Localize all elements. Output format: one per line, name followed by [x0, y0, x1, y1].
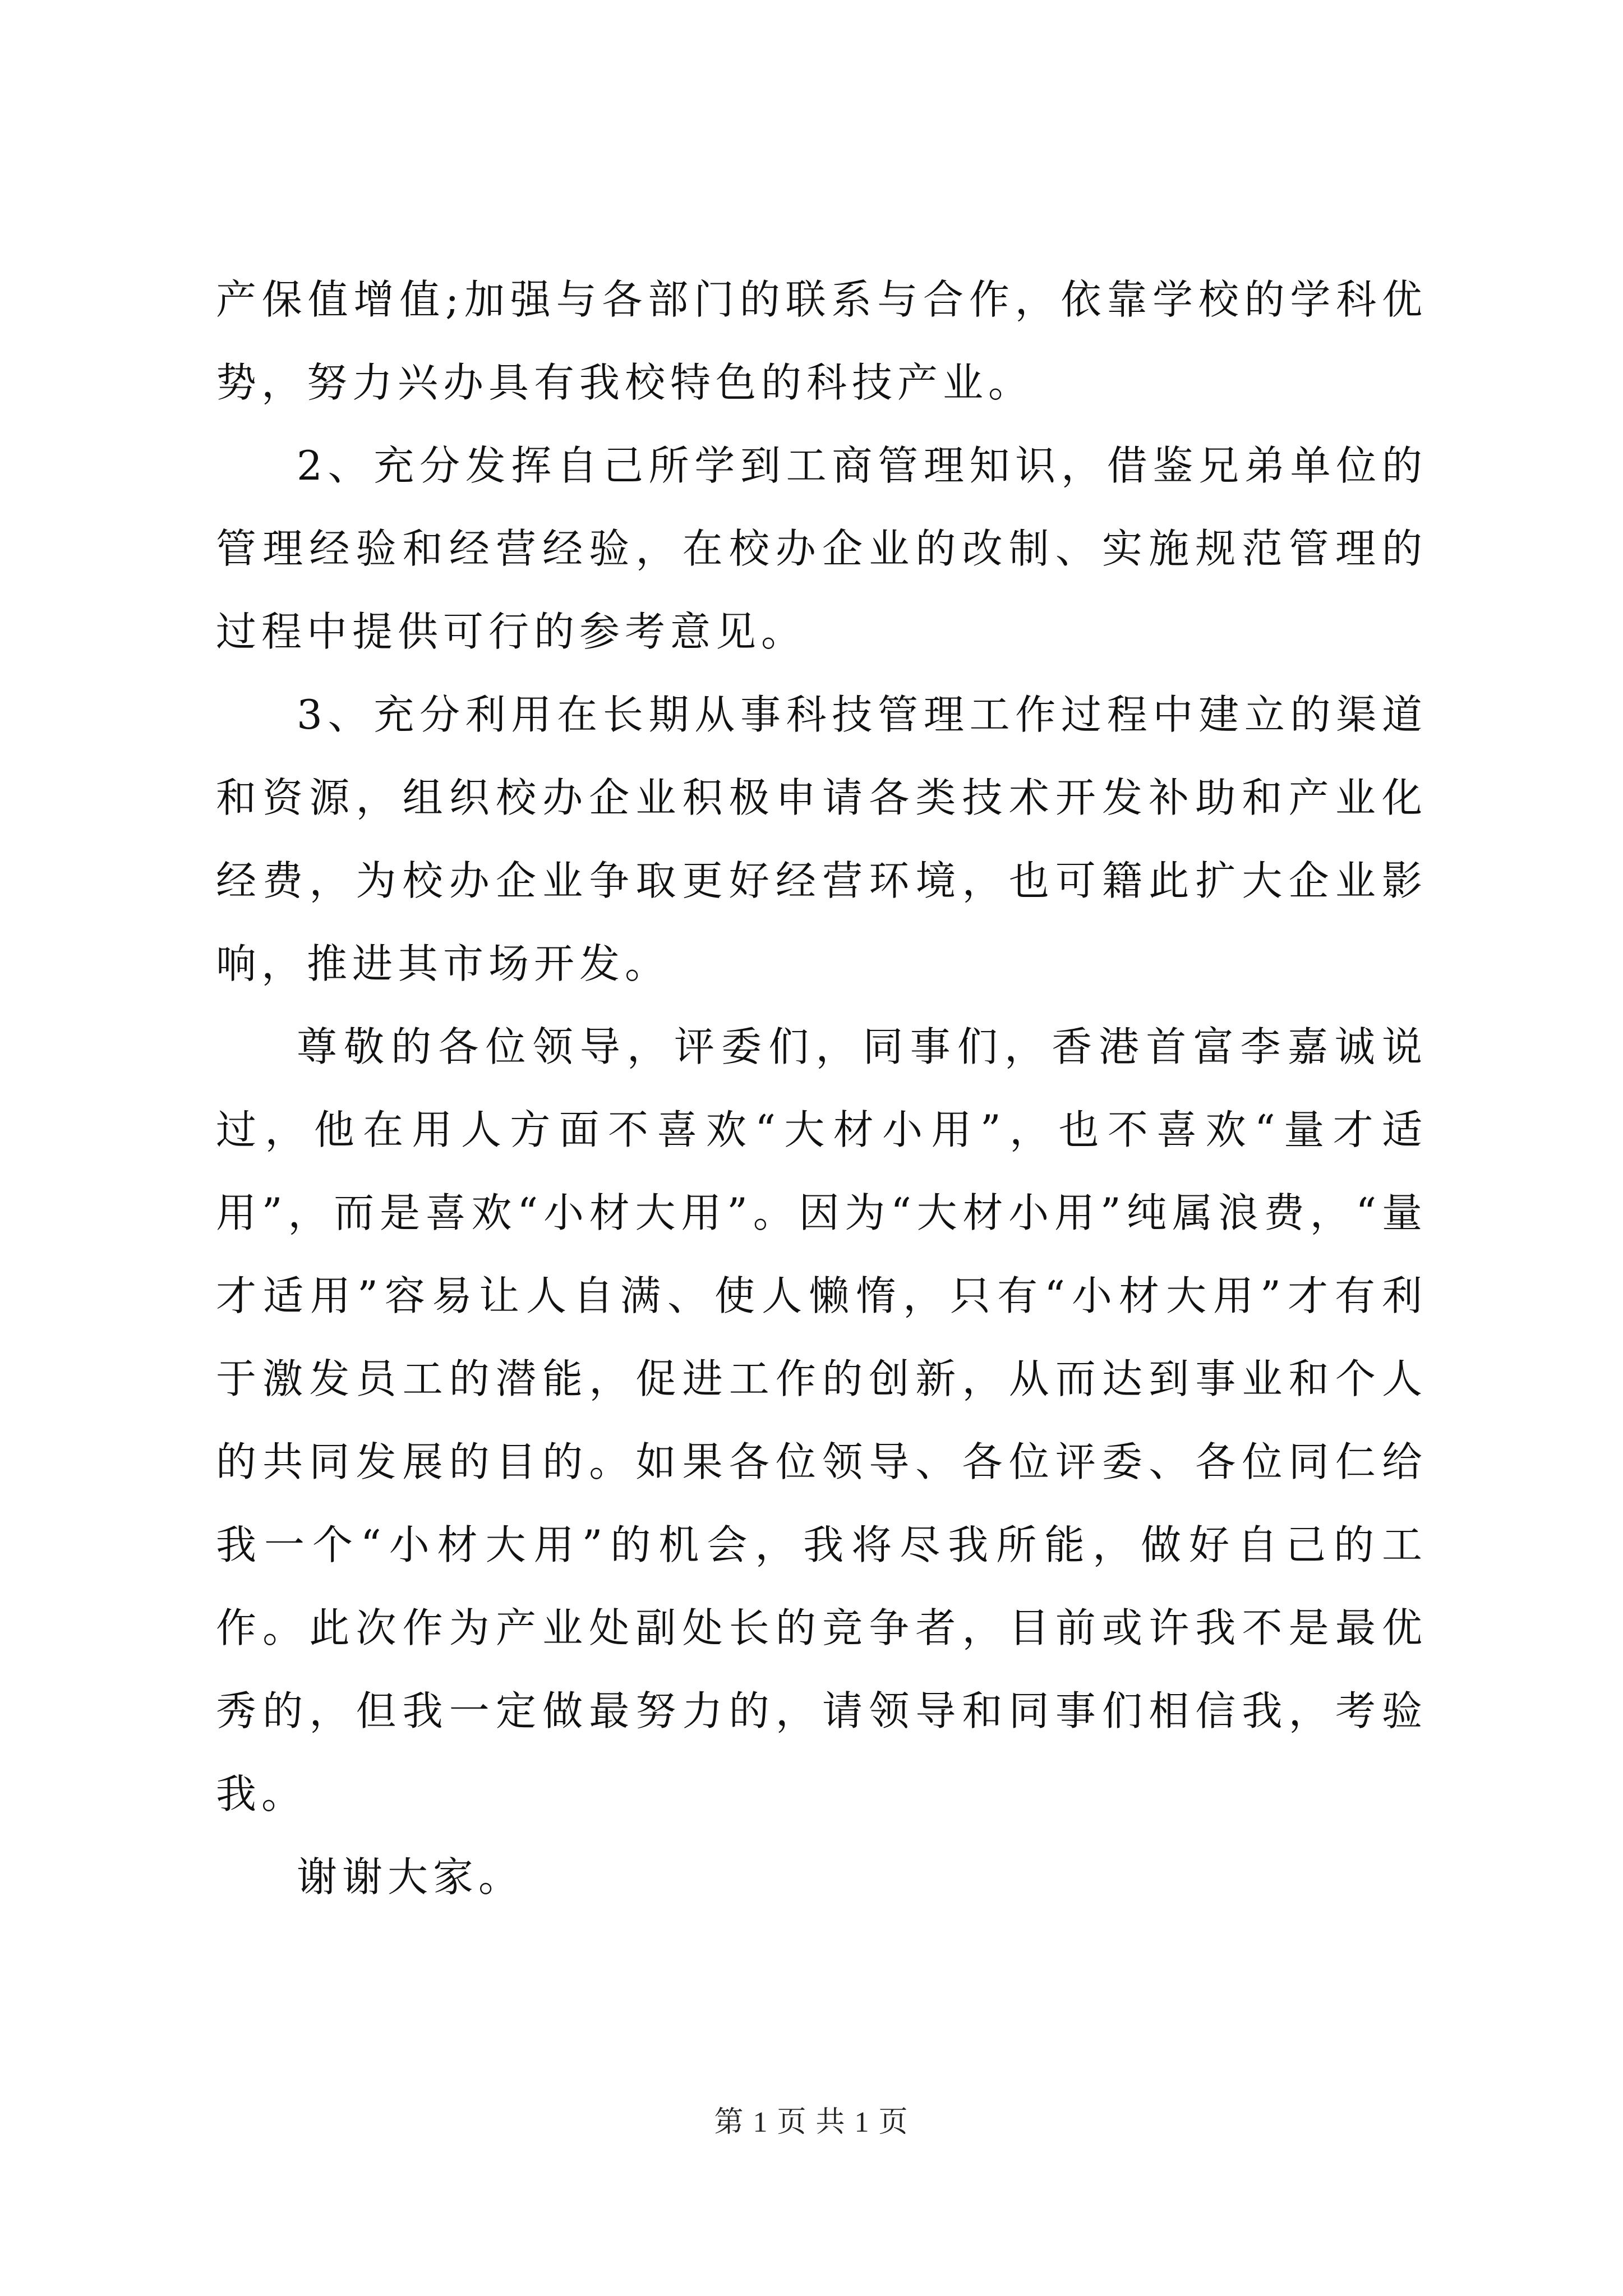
paragraph-item-2: 2、充分发挥自己所学到工商管理知识，借鉴兄弟单位的管理经验和经营经验，在校办企业的改制、实施规范管理的过程中提供可行的参考意见。: [216, 442, 1427, 655]
paragraph-closing-remarks: 尊敬的各位领导，评委们，同事们，香港首富李嘉诚说过，他在用人方面不喜欢“大材小用”，也不喜欢“量才适用”，而是喜欢“小材大用”。因为“大材小用”纯属浪费，“量才适用”容易让人自满、使人懒惰，只有“小材大用”才有利于激发员工的潜能，促进工作的创新，从而达到事业和个人的共同发展的目的。如果各位领导、各位评委、各位同仁给我一个“小材大用”的机会，我将尽我所能，做好自己的工作。此次作为产业处副处长的竞争者，目前或许我不是最优秀的，但我一定做最努力的，请领导和同事们相信我，考验我。: [216, 1023, 1427, 1818]
document-body: [216, 258, 1427, 1918]
paragraph-thanks: 谢谢大家。: [297, 1853, 524, 1901]
paragraph-continuation: 产保值增值;加强与各部门的联系与合作，依靠学校的学科优势，努力兴办具有我校特色的科技产业。: [216, 276, 1427, 406]
paragraph-item-3: 3、充分利用在长期从事科技管理工作过程中建立的渠道和资源，组织校办企业积极申请各类技术开发补助和产业化经费，为校办企业争取更好经营环境，也可籍此扩大企业影响，推进其市场开发。: [216, 691, 1427, 987]
page-number-footer: 第 1 页 共 1 页: [714, 2106, 909, 2138]
